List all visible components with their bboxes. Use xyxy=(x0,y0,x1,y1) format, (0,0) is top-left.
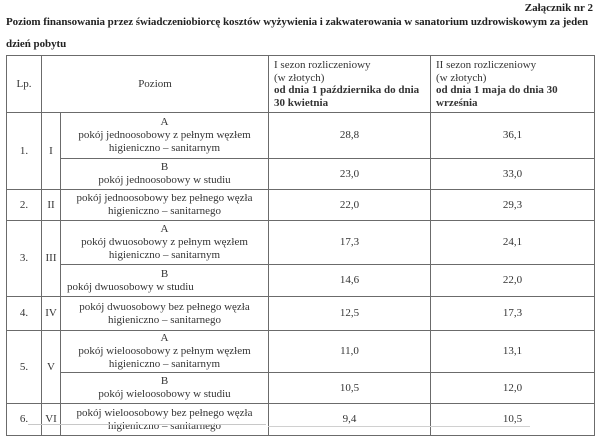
table-row xyxy=(7,331,595,373)
row-number: 5. xyxy=(7,331,42,404)
season-1-value: 28,8 xyxy=(269,113,431,159)
document-title: Poziom finansowania przez świadczeniobiorcę kosztów wyżywienia i zakwaterowania w sanatorium uzdrowiskowym za jeden dzień pobytu xyxy=(6,16,589,50)
header-season-1 xyxy=(269,56,431,113)
season-1-value: 10,5 xyxy=(269,373,431,404)
season-2-value: 36,1 xyxy=(431,113,595,159)
variant-letter: A xyxy=(160,116,169,128)
variant-letter: B xyxy=(160,161,169,173)
variant-text: pokój dwuosobowy z pełnym węzłem higieniczno – sanitarnym xyxy=(81,236,248,261)
table-row xyxy=(7,190,595,221)
season-1-value: 14,6 xyxy=(269,265,431,297)
variant-letter: B xyxy=(160,375,169,387)
room-description xyxy=(61,159,269,190)
financing-table xyxy=(6,55,595,436)
room-description xyxy=(61,113,269,159)
season-2-period: od dnia 1 maja do dnia 30 września xyxy=(436,84,558,109)
room-description xyxy=(61,265,269,297)
header-lp: Lp. xyxy=(7,56,42,113)
season-2-value: 33,0 xyxy=(431,159,595,190)
header-level: Poziom xyxy=(42,56,269,113)
variant-text: pokój wieloosobowy w studiu xyxy=(98,388,231,400)
table-row xyxy=(7,159,595,190)
table-row xyxy=(7,297,595,331)
season-1-value: 22,0 xyxy=(269,190,431,221)
season-1-value: 11,0 xyxy=(269,331,431,373)
variant-text: pokój jednoosobowy bez pełnego węzła higieniczno – sanitarnego xyxy=(76,192,253,217)
room-description xyxy=(61,190,269,221)
variant-text: pokój jednoosobowy z pełnym węzłem higieniczno – sanitarnym xyxy=(78,129,251,154)
season-1-value: 12,5 xyxy=(269,297,431,331)
row-level: III xyxy=(42,221,61,297)
row-level: VI xyxy=(42,404,61,436)
variant-text: pokój dwuosobowy bez pełnego węzła higieniczno – sanitarnego xyxy=(79,300,250,326)
room-description xyxy=(61,221,269,265)
table-row xyxy=(7,265,595,297)
season-1-value: 9,4 xyxy=(269,404,431,436)
row-number: 6. xyxy=(7,404,42,436)
row-number: 1. xyxy=(7,113,42,190)
season-2-unit: (w złotych) xyxy=(436,71,487,84)
variant-text: pokój wieloosobowy bez pełnego węzła higieniczno – sanitarnego xyxy=(76,406,253,432)
row-level: V xyxy=(42,331,61,404)
season-1-unit: (w złotych) xyxy=(274,71,325,84)
season-2-value: 13,1 xyxy=(431,331,595,373)
row-level: IV xyxy=(42,297,61,331)
table-row xyxy=(7,221,595,265)
row-level: I xyxy=(42,113,61,190)
season-1-label: I sezon rozliczeniowy xyxy=(274,59,371,71)
table-row xyxy=(7,113,595,159)
variant-text: pokój dwuosobowy w studiu xyxy=(67,280,194,293)
season-2-value: 17,3 xyxy=(431,297,595,331)
season-2-value: 22,0 xyxy=(431,265,595,297)
variant-letter: B xyxy=(160,267,169,280)
header-row xyxy=(7,56,595,113)
room-description xyxy=(61,297,269,331)
season-1-period: od dnia 1 października do dnia 30 kwietnia xyxy=(274,84,420,109)
variant-letter: A xyxy=(160,332,169,344)
scan-artifact-line xyxy=(268,426,530,427)
row-number: 2. xyxy=(7,190,42,221)
scan-artifact-line xyxy=(28,424,266,425)
table-row xyxy=(7,373,595,404)
header-season-2 xyxy=(431,56,595,113)
room-description xyxy=(61,373,269,404)
room-description xyxy=(61,331,269,373)
season-2-value: 24,1 xyxy=(431,221,595,265)
season-1-value: 17,3 xyxy=(269,221,431,265)
row-number: 3. xyxy=(7,221,42,297)
row-level: II xyxy=(42,190,61,221)
season-2-label: II sezon rozliczeniowy xyxy=(436,59,537,71)
variant-text: pokój wieloosobowy z pełnym węzłem higieniczno – sanitarnym xyxy=(78,345,251,370)
variant-letter: A xyxy=(160,223,169,235)
season-2-value: 29,3 xyxy=(431,190,595,221)
room-description xyxy=(61,404,269,436)
season-2-value: 12,0 xyxy=(431,373,595,404)
annex-label: Załącznik nr 2 xyxy=(524,2,593,14)
row-number: 4. xyxy=(7,297,42,331)
variant-text: pokój jednoosobowy w studiu xyxy=(98,174,231,186)
season-2-value: 10,5 xyxy=(431,404,595,436)
season-1-value: 23,0 xyxy=(269,159,431,190)
table-row xyxy=(7,404,595,436)
